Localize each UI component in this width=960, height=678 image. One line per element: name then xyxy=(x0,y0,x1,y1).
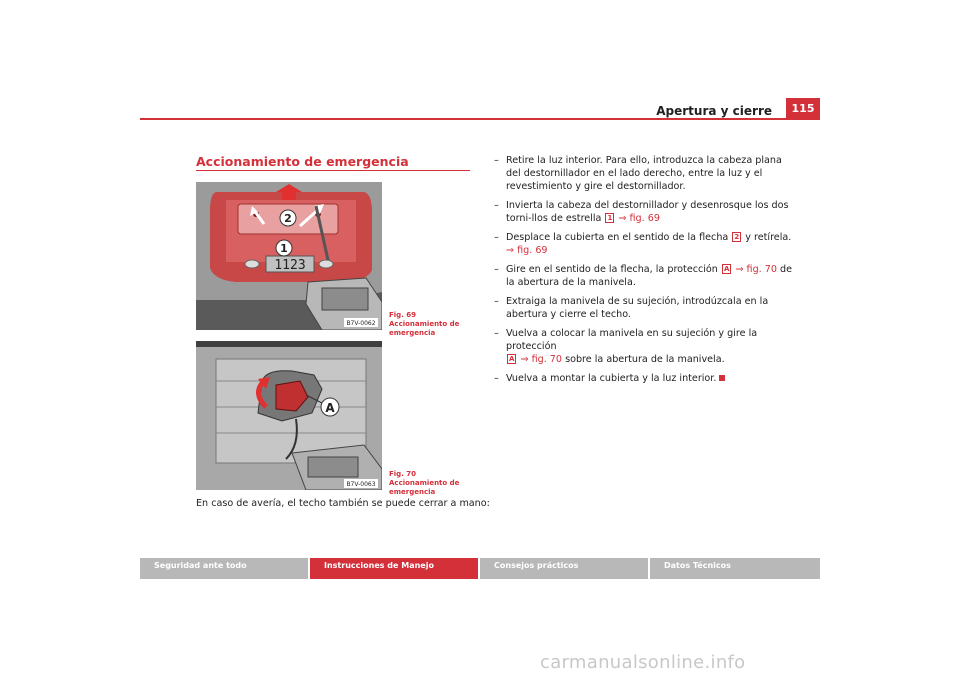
step-5: – Extraiga la manivela de su sujeción, introdúzcala en la abertura y cierre el techo. xyxy=(494,296,769,320)
callout-badge: 1 xyxy=(607,214,613,222)
clock-display: 1123 xyxy=(274,258,306,273)
footer-tab-seguridad[interactable]: Seguridad ante todo xyxy=(140,558,308,579)
intro-text: En caso de avería, el techo también se puede cerrar a mano: xyxy=(196,498,490,509)
step-7: – Vuelva a montar la cubierta y la luz interior. xyxy=(494,372,794,385)
figure-reference-link[interactable]: ⇒ fig. 69 xyxy=(618,213,660,224)
footer-tab-consejos[interactable]: Consejos prácticos xyxy=(480,558,648,579)
figure-69-image xyxy=(196,182,382,330)
section-rule xyxy=(196,170,470,171)
step-6: – Vuelva a colocar la manivela en su sujeción y gire la protección A ⇒ fig. 70 sobre la abertura de la manivela. xyxy=(494,328,758,365)
running-header-title: Apertura y cierre xyxy=(656,104,772,118)
figure-reference-link[interactable]: ⇒ fig. 69 xyxy=(506,245,548,256)
step-1: – Retire la luz interior. Para ello, introduzca la cabeza plana del destornillador en el lado derecho, entre la luz y el revestimiento y gire el destornillador. xyxy=(494,155,782,192)
step-3: – Desplace la cubierta en el sentido de la flecha 2 y retírela. ⇒ fig. 69 xyxy=(494,232,792,256)
instruction-steps xyxy=(494,154,794,391)
figure-69-caption: Fig. 69 Accionamiento de emergencia xyxy=(389,311,460,337)
marker-a: A xyxy=(325,401,335,415)
step-2: – Invierta la cabeza del destornillador y desenrosque los dos torni-llos de estrella 1 ⇒ fig. 69 xyxy=(494,200,789,224)
figure-code: B7V-0063 xyxy=(346,481,376,488)
marker-1: 1 xyxy=(280,242,288,255)
callout-badge: A xyxy=(723,265,730,273)
callout-badge: 2 xyxy=(734,233,740,241)
section-heading: Accionamiento de emergencia xyxy=(196,154,409,169)
callout-badge: A xyxy=(509,355,515,363)
step-4: – Gire en el sentido de la flecha, la protección A ⇒ fig. 70 de la abertura de la manivela. xyxy=(494,264,793,288)
header-rule xyxy=(140,118,820,120)
figure-70-image xyxy=(196,341,382,490)
marker-2: 2 xyxy=(284,212,292,225)
section-end-mark xyxy=(719,375,725,381)
figure-reference-link[interactable]: ⇒ fig. 70 xyxy=(520,354,563,365)
watermark: carmanualsonline.info xyxy=(540,652,746,673)
figure-70-caption: Fig. 70 Accionamiento de emergencia xyxy=(389,470,460,496)
footer-tab-datos[interactable]: Datos Técnicos xyxy=(650,558,820,579)
page-number: 115 xyxy=(786,98,820,120)
footer-tab-instrucciones[interactable]: Instrucciones de Manejo xyxy=(310,558,478,579)
figure-code: B7V-0062 xyxy=(346,320,376,327)
figure-reference-link[interactable]: ⇒ fig. 70 xyxy=(735,264,777,275)
